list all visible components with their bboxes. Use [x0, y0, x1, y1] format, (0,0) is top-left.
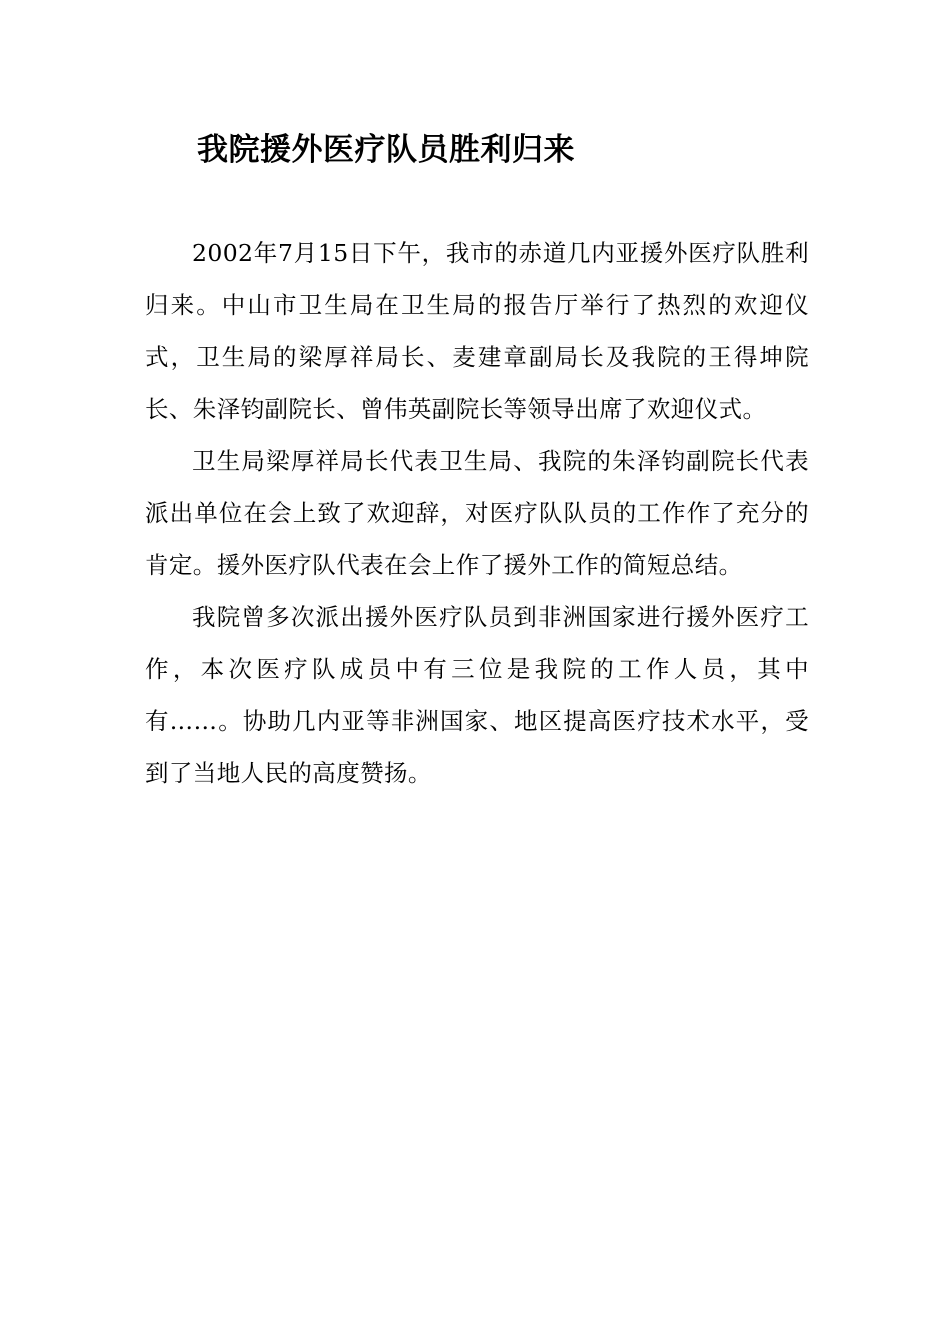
- paragraph-2: 卫生局梁厚祥局长代表卫生局、我院的朱泽钧副院长代表派出单位在会上致了欢迎辞，对医疗队队员的工作作了充分的肯定。援外医疗队代表在会上作了援外工作的简短总结。: [145, 447, 809, 579]
- document-title: 我院援外医疗队员胜利归来: [197, 132, 575, 168]
- paragraph-3: 我院曾多次派出援外医疗队员到非洲国家进行援外医疗工作，本次医疗队成员中有三位是我院的工作人员，其中有……。协助几内亚等非洲国家、地区提高医疗技术水平，受到了当地人民的高度赞扬。: [145, 603, 809, 787]
- paragraph-1: 2002年7月15日下午，我市的赤道几内亚援外医疗队胜利归来。中山市卫生局在卫生局的报告厅举行了热烈的欢迎仪式，卫生局的梁厚祥局长、麦建章副局长及我院的王得坤院长、朱泽钧副院长、曾伟英副院长等领导出席了欢迎仪式。: [145, 239, 809, 423]
- document-body: [145, 227, 809, 799]
